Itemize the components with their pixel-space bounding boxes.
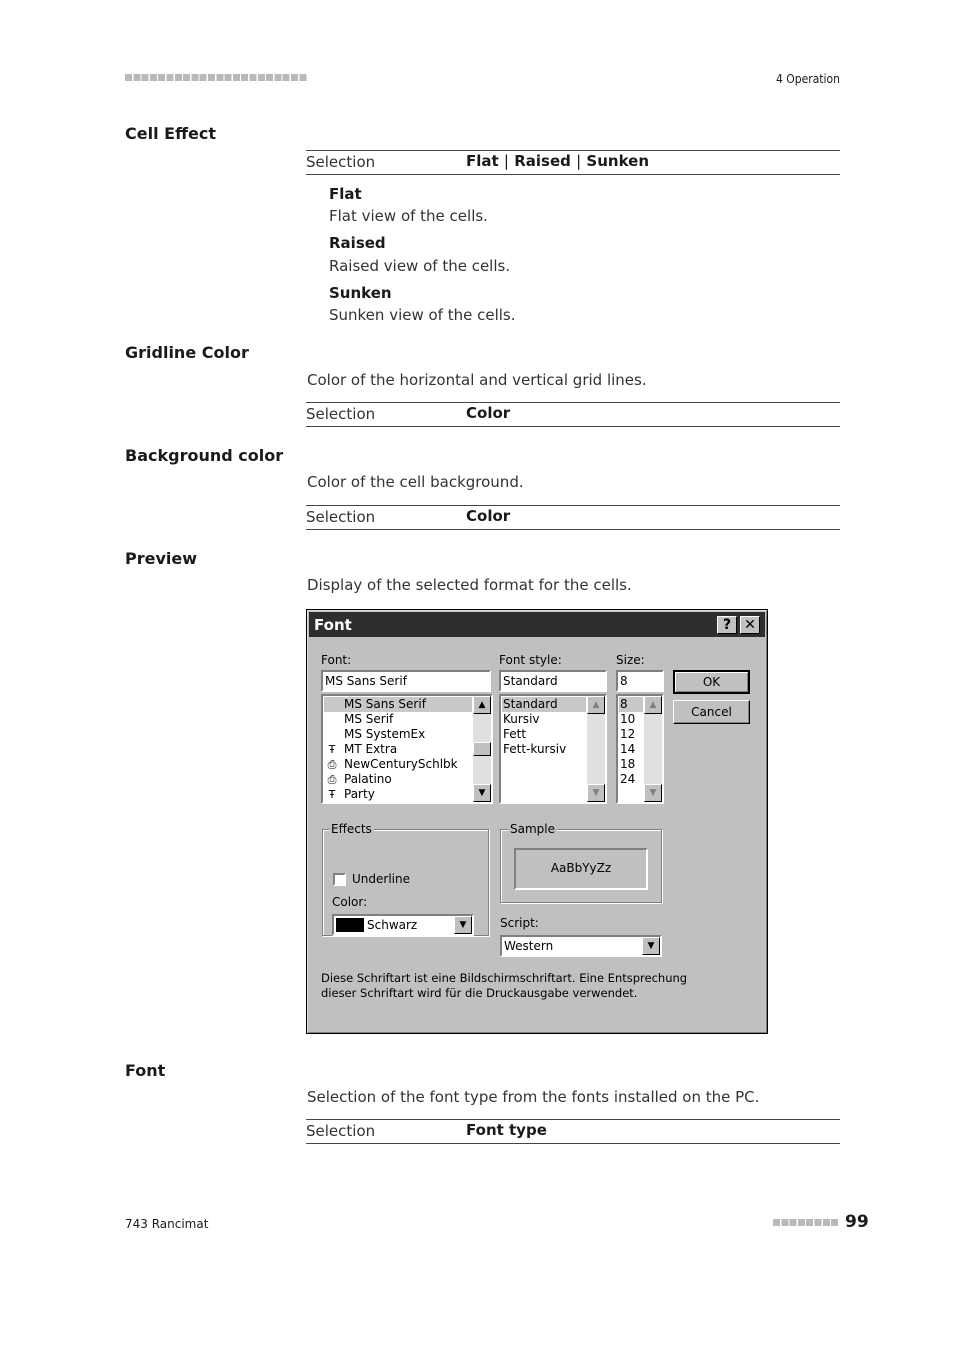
font-list-item[interactable] (324, 727, 472, 742)
underline-checkbox[interactable] (333, 873, 346, 886)
scroll-up-button[interactable]: ▲ (587, 696, 605, 714)
color-label: Color: (332, 895, 368, 909)
chapter-heading: 4 Operation (775, 72, 840, 86)
font-list-item-label: MS Sans Serif (344, 697, 426, 711)
option-raised: Raised (514, 152, 571, 170)
cell-effect-selection-row (306, 150, 840, 175)
script-label: Script: (500, 916, 539, 930)
font-name-input[interactable]: MS Sans Serif (321, 670, 491, 692)
scroll-thumb[interactable] (473, 742, 491, 756)
size-list-item[interactable]: 14 (620, 742, 636, 756)
option-title: Raised (329, 234, 386, 252)
chevron-down-icon[interactable]: ▼ (454, 916, 472, 934)
section-title-preview: Preview (125, 549, 198, 568)
option-sunken: Sunken (586, 152, 649, 170)
cancel-button[interactable]: Cancel (673, 700, 750, 724)
font-list[interactable] (321, 694, 493, 804)
font-selection-row (306, 1119, 840, 1144)
header-decoration (125, 74, 307, 81)
size-list-scrollbar[interactable] (644, 696, 662, 802)
font-label: Font: (321, 653, 352, 667)
selection-label: Selection (306, 1122, 376, 1140)
gridline-selection-row (306, 402, 840, 427)
size-label: Size: (616, 653, 645, 667)
scroll-down-button[interactable]: ▼ (587, 784, 605, 802)
option-title: Flat (329, 185, 362, 203)
page-number: 99 (845, 1212, 869, 1232)
ok-button[interactable]: OK (673, 670, 750, 694)
option-title: Sunken (329, 284, 392, 302)
effects-group-title: Effects (331, 822, 372, 836)
font-style-list[interactable] (499, 694, 607, 804)
font-style-input[interactable]: Standard (499, 670, 607, 692)
script-select[interactable] (500, 935, 662, 957)
sample-preview: AaBbYyZz (514, 848, 648, 890)
font-style-list-item[interactable]: Standard (502, 697, 586, 712)
option-description: Sunken view of the cells. (329, 306, 516, 324)
font-list-item[interactable] (324, 772, 472, 787)
color-value: Schwarz (367, 918, 418, 932)
size-list-item[interactable]: 8 (619, 697, 643, 712)
sample-group-title: Sample (510, 822, 555, 836)
section-title-gridline-color: Gridline Color (125, 343, 249, 362)
font-style-list-item[interactable]: Fett (503, 727, 527, 741)
printer-font-icon: ⎙ (327, 758, 337, 771)
script-value: Western (504, 939, 554, 953)
scroll-down-button[interactable]: ▼ (644, 784, 662, 802)
truetype-icon: Ŧ (328, 743, 336, 756)
scroll-up-button[interactable]: ▲ (473, 696, 491, 714)
font-list-item-label: Palatino (344, 772, 392, 786)
font-list-item-label: MS SystemEx (344, 727, 426, 741)
font-dialog (306, 609, 768, 1034)
size-list-item[interactable]: 12 (620, 727, 636, 741)
font-list-item-label: Party (344, 787, 375, 801)
option-flat: Flat (466, 152, 499, 170)
font-style-list-item[interactable]: Kursiv (503, 712, 540, 726)
font-style-list-item[interactable]: Fett-kursiv (503, 742, 567, 756)
printer-font-icon: ⎙ (327, 773, 337, 786)
footer-product: 743 Rancimat (125, 1217, 209, 1231)
selection-value: Color (466, 507, 511, 525)
section-title-background-color: Background color (125, 446, 284, 465)
font-list-item-label: MS Serif (344, 712, 394, 726)
size-list-item[interactable]: 18 (620, 757, 636, 771)
font-list-scrollbar[interactable] (473, 696, 491, 802)
style-list-scrollbar[interactable] (587, 696, 605, 802)
section-description: Color of the horizontal and vertical grid lines. (307, 371, 647, 389)
selection-value: Color (466, 404, 511, 422)
section-description: Display of the selected format for the cells. (307, 576, 632, 594)
dialog-titlebar (309, 612, 765, 637)
selection-label: Selection (306, 405, 376, 423)
truetype-icon: Ŧ (328, 788, 336, 801)
color-swatch (336, 918, 364, 932)
font-list-item-label: NewCenturySchlbk (344, 757, 458, 771)
size-input[interactable]: 8 (616, 670, 664, 692)
color-select[interactable] (332, 914, 474, 936)
dialog-title: Font (314, 616, 352, 634)
separator: | (503, 152, 509, 170)
option-description: Raised view of the cells. (329, 257, 511, 275)
size-list-item[interactable]: 24 (620, 772, 636, 786)
footer-decoration (773, 1219, 839, 1226)
font-list-item[interactable] (324, 712, 472, 727)
size-list[interactable] (616, 694, 664, 804)
close-button[interactable]: ✕ (740, 616, 760, 634)
selection-label: Selection (306, 508, 376, 526)
help-button[interactable]: ? (717, 616, 737, 634)
scroll-down-button[interactable]: ▼ (473, 784, 491, 802)
scroll-up-button[interactable]: ▲ (644, 696, 662, 714)
font-list-item[interactable] (324, 787, 472, 802)
font-style-label: Font style: (499, 653, 562, 667)
selection-value (466, 152, 649, 170)
size-list-item[interactable]: 10 (620, 712, 636, 726)
section-title-font: Font (125, 1061, 166, 1080)
font-list-item-label: MT Extra (344, 742, 398, 756)
selection-value: Font type (466, 1121, 547, 1139)
font-list-item[interactable] (324, 742, 472, 757)
font-list-item[interactable] (324, 757, 472, 772)
selection-label: Selection (306, 153, 376, 171)
option-description: Flat view of the cells. (329, 207, 488, 225)
font-list-item[interactable] (324, 697, 472, 712)
section-description: Selection of the font type from the fonts installed on the PC. (307, 1088, 760, 1106)
info-text-line1: Diese Schriftart ist eine Bildschirmschriftart. Eine Entsprechung (321, 971, 688, 985)
background-selection-row (306, 505, 840, 530)
chevron-down-icon[interactable]: ▼ (642, 937, 660, 955)
section-title-cell-effect: Cell Effect (125, 124, 217, 143)
underline-label[interactable]: Underline (352, 872, 410, 886)
separator: | (576, 152, 582, 170)
section-description: Color of the cell background. (307, 473, 524, 491)
info-text-line2: dieser Schriftart wird für die Druckausgabe verwendet. (321, 986, 638, 1000)
